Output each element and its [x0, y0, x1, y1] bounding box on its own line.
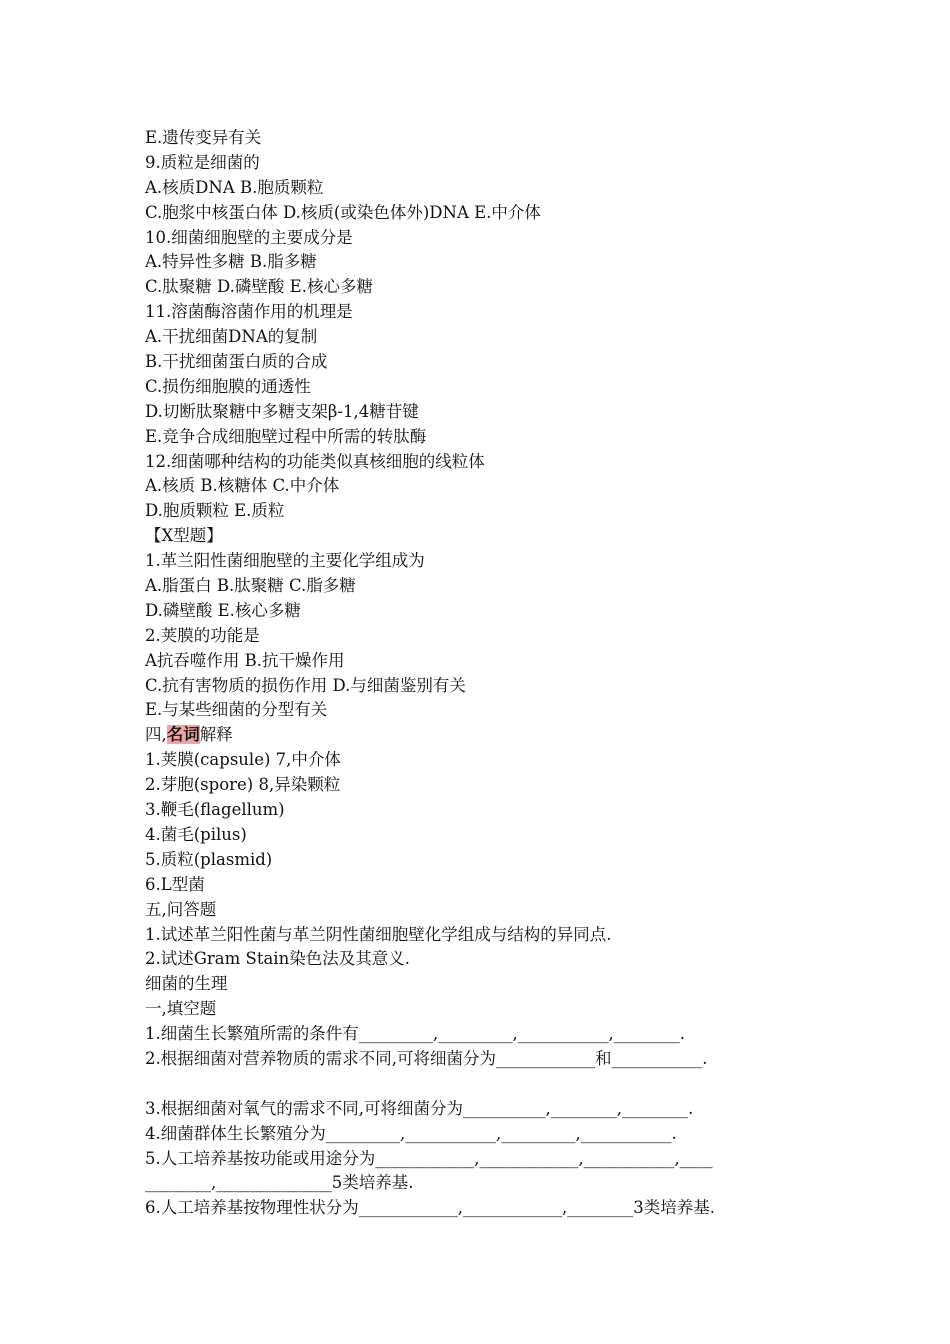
text-line: D.胞质颗粒 E.质粒	[145, 501, 285, 521]
document-page	[145, 126, 825, 1221]
text-line: 【X型题】	[145, 526, 223, 546]
text-line: A.核质DNA B.胞质颗粒	[145, 177, 324, 197]
text-line: 细菌的生理	[145, 974, 228, 994]
text-line: C.肽聚糖 D.磷壁酸 E.核心多糖	[145, 277, 373, 297]
text-line: 2.荚膜的功能是	[145, 625, 260, 645]
text-line: 1.荚膜(capsule) 7,中介体	[145, 750, 341, 770]
heading-prefix: 四,	[145, 725, 167, 745]
text-line: A.特异性多糖 B.脂多糖	[145, 252, 317, 272]
text-line: 2.试述Gram Stain染色法及其意义.	[145, 949, 410, 969]
text-line: 五,问答题	[145, 899, 217, 919]
text-line: ________,______________5类培养基.	[145, 1173, 414, 1193]
question-block-a	[145, 126, 825, 723]
text-line: 3.根据细菌对氧气的需求不同,可将细菌分为__________,________,________.	[145, 1098, 694, 1118]
text-line: D.切断肽聚糖中多糖支架β-1,4糖苷键	[145, 401, 419, 421]
text-line: 10.细菌细胞壁的主要成分是	[145, 227, 353, 247]
text-line: 9.质粒是细菌的	[145, 152, 260, 172]
heading-suffix: 解释	[199, 725, 233, 745]
text-line: 1.革兰阳性菌细胞壁的主要化学组成为	[145, 551, 425, 571]
text-line: C.损伤细胞膜的通透性	[145, 376, 311, 396]
text-line: C.胞浆中核蛋白体 D.核质(或染色体外)DNA E.中介体	[145, 202, 541, 222]
text-line: 4.菌毛(pilus)	[145, 824, 247, 844]
text-line: 一,填空题	[145, 999, 217, 1019]
text-line: E.与某些细菌的分型有关	[145, 700, 328, 720]
text-line: 11.溶菌酶溶菌作用的机理是	[145, 302, 353, 322]
text-line: 12.细菌哪种结构的功能类似真核细胞的线粒体	[145, 451, 485, 471]
section-heading-definitions	[145, 723, 825, 748]
text-line: 2.芽胞(spore) 8,异染颗粒	[145, 775, 341, 795]
text-line: C.抗有害物质的损伤作用 D.与细菌鉴别有关	[145, 675, 466, 695]
text-line: 1.细菌生长繁殖所需的条件有_________,_________,___________,________.	[145, 1024, 685, 1044]
text-line: A.脂蛋白 B.肽聚糖 C.脂多糖	[145, 576, 356, 596]
highlighted-term: 名词	[166, 725, 200, 745]
text-line: A抗吞噬作用 B.抗干燥作用	[145, 650, 345, 670]
text-line: 6.人工培养基按物理性状分为____________,____________,________3类培养基.	[145, 1198, 715, 1218]
text-line: A.核质 B.核糖体 C.中介体	[145, 476, 340, 496]
text-line: E.竞争合成细胞壁过程中所需的转肽酶	[145, 426, 427, 446]
text-line: 2.根据细菌对营养物质的需求不同,可将细菌分为____________和___________.	[145, 1048, 708, 1068]
text-line: 5.人工培养基按功能或用途分为____________,____________,___________,____	[145, 1148, 713, 1168]
text-line: B.干扰细菌蛋白质的合成	[145, 352, 328, 372]
text-line: 3.鞭毛(flagellum)	[145, 800, 285, 820]
text-line: D.磷壁酸 E.核心多糖	[145, 600, 301, 620]
blank-line	[145, 1072, 825, 1097]
text-line: 4.细菌群体生长繁殖分为_________,___________,_________,___________.	[145, 1123, 677, 1143]
question-block-c	[145, 1097, 825, 1221]
text-line: 5.质粒(plasmid)	[145, 849, 273, 869]
text-line: 6.L型菌	[145, 874, 205, 894]
text-line: A.干扰细菌DNA的复制	[145, 327, 318, 347]
question-block-b	[145, 748, 825, 1072]
text-line: 1.试述革兰阳性菌与革兰阴性菌细胞壁化学组成与结构的异同点.	[145, 924, 612, 944]
text-line: E.遗传变异有关	[145, 128, 262, 147]
